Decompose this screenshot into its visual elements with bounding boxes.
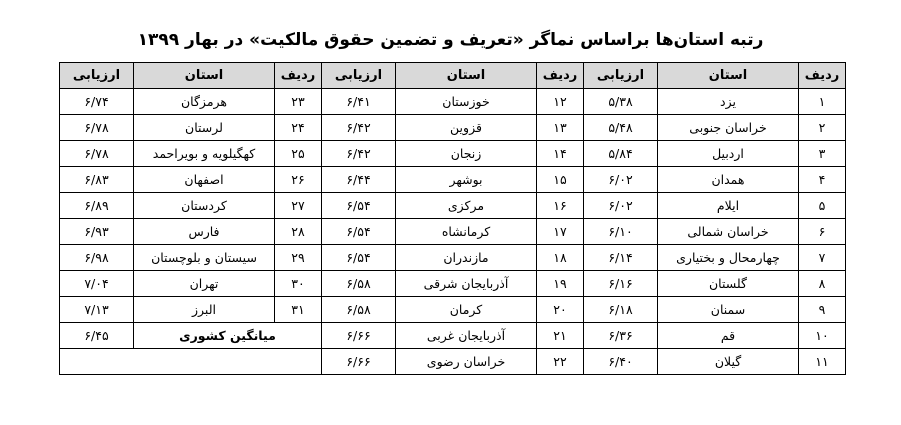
score-cell: ۶/۱۰: [584, 219, 658, 245]
province-cell: قزوین: [396, 115, 537, 141]
province-cell: یزد: [658, 89, 799, 115]
score-cell: ۶/۹۸: [60, 245, 134, 271]
rank-cell: ۱۰: [799, 323, 846, 349]
province-cell: مازندران: [396, 245, 537, 271]
province-cell: گلستان: [658, 271, 799, 297]
rank-cell: ۱۳: [537, 115, 584, 141]
score-cell: ۶/۶۶: [322, 349, 396, 375]
province-cell: زنجان: [396, 141, 537, 167]
score-cell: ۶/۰۲: [584, 167, 658, 193]
score-cell: ۷/۱۳: [60, 297, 134, 323]
score-cell: ۶/۴۴: [322, 167, 396, 193]
province-cell: اردبیل: [658, 141, 799, 167]
score-cell: ۷/۰۴: [60, 271, 134, 297]
rank-cell: ۱۲: [537, 89, 584, 115]
province-cell: خوزستان: [396, 89, 537, 115]
province-cell: هرمزگان: [134, 89, 275, 115]
score-cell: ۶/۳۶: [584, 323, 658, 349]
header-score: ارزیابی: [584, 63, 658, 89]
rank-cell: ۷: [799, 245, 846, 271]
rank-cell: ۲۳: [275, 89, 322, 115]
header-province: استان: [658, 63, 799, 89]
rank-cell: ۲۲: [537, 349, 584, 375]
header-score: ارزیابی: [60, 63, 134, 89]
rank-cell: ۲۰: [537, 297, 584, 323]
rank-cell: ۳۰: [275, 271, 322, 297]
table-row: [60, 89, 846, 115]
province-cell: بوشهر: [396, 167, 537, 193]
score-cell: ۶/۷۸: [60, 115, 134, 141]
table-row: [60, 193, 846, 219]
score-cell: ۶/۹۳: [60, 219, 134, 245]
score-cell: ۶/۱۴: [584, 245, 658, 271]
province-cell: سیستان و بلوچستان: [134, 245, 275, 271]
score-cell: ۵/۸۴: [584, 141, 658, 167]
table-row: [60, 297, 846, 323]
empty-cell: [60, 349, 322, 375]
rank-cell: ۲۶: [275, 167, 322, 193]
score-cell: ۶/۵۴: [322, 193, 396, 219]
province-cell: فارس: [134, 219, 275, 245]
score-cell: ۶/۵۸: [322, 271, 396, 297]
rank-cell: ۵: [799, 193, 846, 219]
score-cell: ۶/۷۴: [60, 89, 134, 115]
score-cell: ۶/۴۲: [322, 115, 396, 141]
rank-cell: ۸: [799, 271, 846, 297]
score-cell: ۶/۷۸: [60, 141, 134, 167]
score-cell: ۶/۸۹: [60, 193, 134, 219]
score-cell: ۶/۴۰: [584, 349, 658, 375]
province-cell: ایلام: [658, 193, 799, 219]
score-cell: ۶/۵۸: [322, 297, 396, 323]
rank-cell: ۱۵: [537, 167, 584, 193]
rank-cell: ۲۸: [275, 219, 322, 245]
table-row: [60, 167, 846, 193]
province-cell: کرمانشاه: [396, 219, 537, 245]
header-score: ارزیابی: [322, 63, 396, 89]
table-row: [60, 349, 846, 375]
province-cell: همدان: [658, 167, 799, 193]
score-cell: ۶/۰۲: [584, 193, 658, 219]
table-row: [60, 219, 846, 245]
rank-cell: ۳۱: [275, 297, 322, 323]
rank-cell: ۲۵: [275, 141, 322, 167]
table-row: [60, 245, 846, 271]
province-cell: آذربایجان غربی: [396, 323, 537, 349]
score-cell: ۶/۱۶: [584, 271, 658, 297]
province-cell: کرمان: [396, 297, 537, 323]
header-province: استان: [134, 63, 275, 89]
table-row: [60, 141, 846, 167]
province-cell: تهران: [134, 271, 275, 297]
rank-cell: ۶: [799, 219, 846, 245]
rank-cell: ۱۷: [537, 219, 584, 245]
province-cell: مرکزی: [396, 193, 537, 219]
province-cell: گیلان: [658, 349, 799, 375]
province-cell: خراسان جنوبی: [658, 115, 799, 141]
rank-cell: ۱۸: [537, 245, 584, 271]
rank-cell: ۲۹: [275, 245, 322, 271]
rank-cell: ۱: [799, 89, 846, 115]
province-cell: آذربایجان شرقی: [396, 271, 537, 297]
province-cell: چهارمحال و بختیاری: [658, 245, 799, 271]
rank-cell: ۱۱: [799, 349, 846, 375]
header-rank: ردیف: [275, 63, 322, 89]
score-cell: ۶/۱۸: [584, 297, 658, 323]
score-cell: ۶/۵۴: [322, 219, 396, 245]
province-cell: قم: [658, 323, 799, 349]
rank-cell: ۹: [799, 297, 846, 323]
province-cell: کردستان: [134, 193, 275, 219]
rank-cell: ۳: [799, 141, 846, 167]
score-cell: ۶/۵۴: [322, 245, 396, 271]
header-row: [60, 63, 846, 89]
rank-cell: ۱۶: [537, 193, 584, 219]
province-cell: سمنان: [658, 297, 799, 323]
score-cell: ۶/۸۳: [60, 167, 134, 193]
header-province: استان: [396, 63, 537, 89]
score-cell: ۶/۶۶: [322, 323, 396, 349]
province-cell: لرستان: [134, 115, 275, 141]
header-rank: ردیف: [799, 63, 846, 89]
rank-cell: ۲۷: [275, 193, 322, 219]
score-cell: ۶/۴۲: [322, 141, 396, 167]
rank-cell: ۲۱: [537, 323, 584, 349]
province-cell: کهگیلویه و بویراحمد: [134, 141, 275, 167]
province-cell: خراسان شمالی: [658, 219, 799, 245]
score-cell: ۵/۳۸: [584, 89, 658, 115]
score-cell: ۵/۴۸: [584, 115, 658, 141]
province-cell: اصفهان: [134, 167, 275, 193]
table-row: [60, 115, 846, 141]
rank-cell: ۴: [799, 167, 846, 193]
table-row: [60, 271, 846, 297]
table-title: رتبه استان‌ها براساس نماگر «تعریف و تضمین حقوق مالکیت» در بهار ۱۳۹۹: [137, 30, 764, 50]
rank-cell: ۲: [799, 115, 846, 141]
province-cell: خراسان رضوی: [396, 349, 537, 375]
score-cell: ۶/۴۱: [322, 89, 396, 115]
province-cell: البرز: [134, 297, 275, 323]
header-rank: ردیف: [537, 63, 584, 89]
table-row: [60, 323, 846, 349]
province-ranking-table: [59, 62, 846, 375]
rank-cell: ۲۴: [275, 115, 322, 141]
rank-cell: ۱۴: [537, 141, 584, 167]
rank-cell: ۱۹: [537, 271, 584, 297]
national-average-label: میانگین کشوری: [134, 323, 322, 349]
national-average-value: ۶/۴۵: [60, 323, 134, 349]
